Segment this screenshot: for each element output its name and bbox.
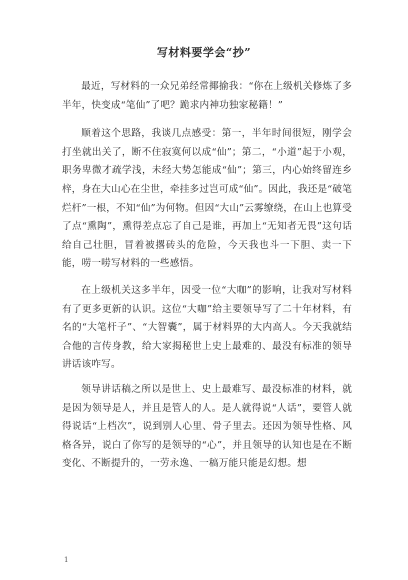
paragraph-expert: 在上级机关这多半年，因受一位“大咖”的影响，让我对写材料有了更多更新的认识。这位“大咖”给主要领导写了二十年材料，有名的“大笔杆子”、“大智囊”，属于材料界的大内高人。今天我就结合他的言传身教，给大家揭秘世上史上最难的、最没有标准的领导讲话该咋写。	[62, 284, 352, 371]
document-body	[62, 78, 352, 480]
document-title: 写材料要学会“抄”	[156, 46, 252, 59]
paragraph-speech-writing: 领导讲话稿之所以是世上、史上最难写、最没标准的材料，就是因为领导是人，并且是管人的人。是人就得说“人话”，要管人就得说话“上档次”，说到别人心里、骨子里去。还因为领导性格、风格各异，说白了你写的是领导的“心”，并且领导的认知也是在不断变化、不断提升的，一劳永逸、一稿万能只能是幻想。想	[62, 383, 352, 470]
paragraph-intro: 最近，写材料的一众兄弟经常揶揄我：“你在上级机关修炼了多半年，快变成“笔仙”了吧？跪求内神功独家秘籍！”	[62, 81, 352, 111]
page-number: 1	[64, 556, 69, 564]
paragraph-feelings: 顺着这个思路，我谈几点感受：第一，半年时间很短，刚学会打坐就出关了，断不住寂寞何以成“仙”；第二，“小道”起于小观，职务卑微才疏学浅，未经大势怎能成“仙”；第三，内心始终留连乡梓，身在大山心在尘世，牵挂多过岂可成“仙”。因此，我还是“破笔烂杆”一根，不知“仙”为何物。但因“大山”云雾缭绕，在山上也算受了点“熏陶”，熏得差点忘了自己是谁，再加上“无知者无畏”这句话给自己壮胆，冒着被撂砖头的危险，今天我也斗一下胆、卖一下能，唠一唠写材料的一些感悟。	[62, 128, 352, 270]
